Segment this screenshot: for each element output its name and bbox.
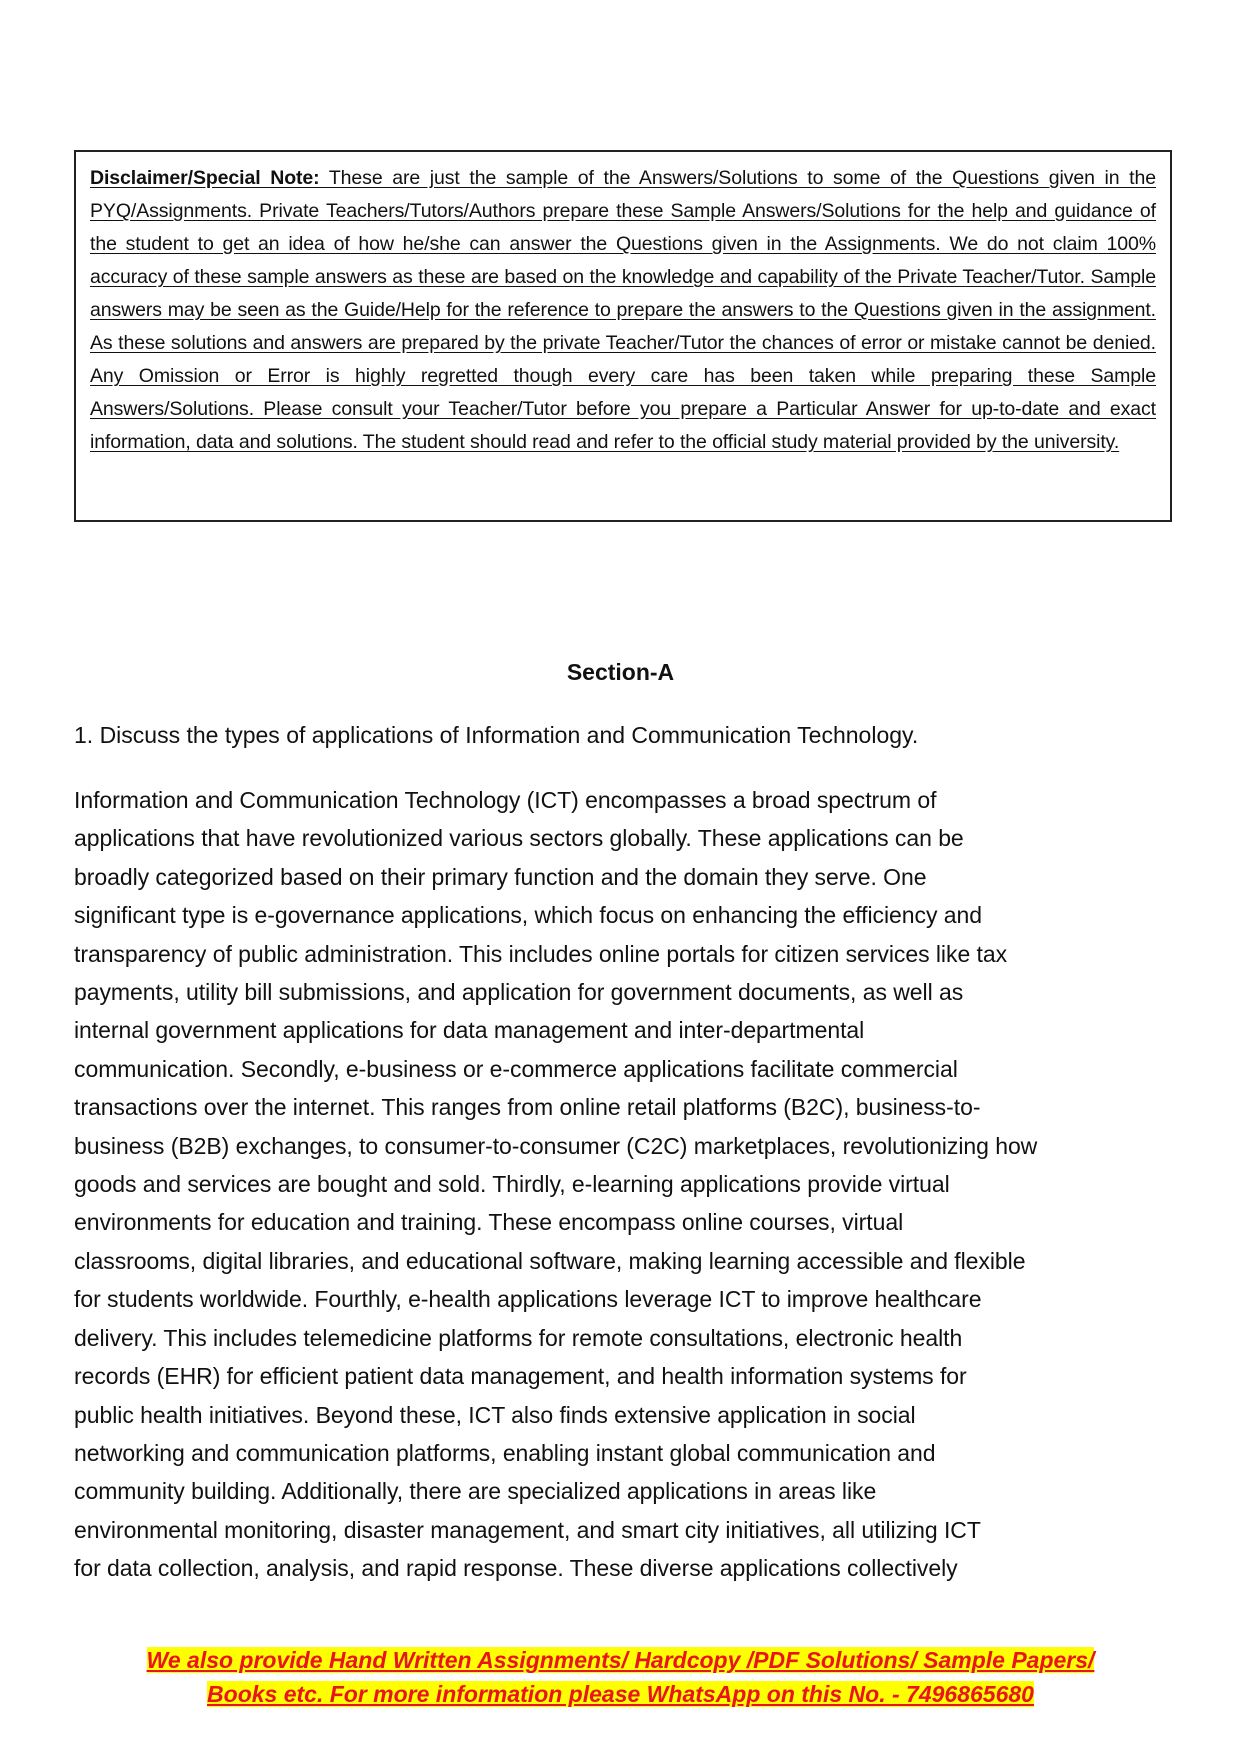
answer-line: payments, utility bill submissions, and application for government documents, as well as	[74, 979, 964, 1006]
answer-line: records (EHR) for efficient patient data management, and health information systems for	[74, 1363, 967, 1390]
answer-line: transparency of public administration. This includes online portals for citizen services like tax	[74, 940, 1008, 967]
answer-line: for data collection, analysis, and rapid response. These diverse applications collectively	[74, 1555, 958, 1582]
promo-banner	[0, 1643, 1241, 1711]
answer-line: goods and services are bought and sold. Thirdly, e-learning applications provide virtual	[74, 1171, 950, 1198]
answer-line: significant type is e-governance applications, which focus on enhancing the efficiency and	[74, 902, 982, 929]
answer-line: internal government applications for data management and inter-departmental	[74, 1017, 865, 1044]
answer-line: for students worldwide. Fourthly, e-health applications leverage ICT to improve healthcare	[74, 1286, 982, 1313]
disclaimer-box	[74, 150, 1172, 522]
answer-line: communication. Secondly, e-business or e-commerce applications facilitate commercial	[74, 1055, 958, 1082]
promo-line-1: We also provide Hand Written Assignments/ Hardcopy /PDF Solutions/ Sample Papers/	[146, 1647, 1095, 1673]
answer-line: broadly categorized based on their primary function and the domain they serve. One	[74, 863, 927, 890]
answer-line: community building. Additionally, there are specialized applications in areas like	[74, 1478, 877, 1505]
answer-line: environmental monitoring, disaster management, and smart city initiatives, all utilizing ICT	[74, 1516, 981, 1543]
answer-line: applications that have revolutionized various sectors globally. These applications can be	[74, 825, 964, 852]
answer-line: transactions over the internet. This ranges from online retail platforms (B2C), business-to-	[74, 1094, 981, 1121]
answer-line: Information and Communication Technology (ICT) encompasses a broad spectrum of	[74, 787, 937, 813]
answer-line: public health initiatives. Beyond these, ICT also finds extensive application in social	[74, 1401, 916, 1428]
answer-text	[74, 781, 1172, 1588]
answer-line: delivery. This includes telemedicine platforms for remote consultations, electronic health	[74, 1324, 963, 1351]
section-title: Section-A	[566, 659, 675, 685]
answer-line: business (B2B) exchanges, to consumer-to-consumer (C2C) marketplaces, revolutionizing how	[74, 1132, 1038, 1159]
answer-line: classrooms, digital libraries, and educational software, making learning accessible and flexible	[74, 1247, 1026, 1274]
question-text: 1. Discuss the types of applications of Information and Communication Technology.	[74, 722, 919, 748]
answer-line: networking and communication platforms, enabling instant global communication and	[74, 1439, 936, 1466]
disclaimer-lead: Disclaimer/Special Note:	[90, 167, 320, 189]
answer-line: environments for education and training. These encompass online courses, virtual	[74, 1209, 904, 1236]
disclaimer-body: These are just the sample of the Answers/Solutions to some of the Questions given in the PYQ/Assignments. Private Teachers/Tutors/Authors prepare these Sample Answers/Solutions for the help and guidance of the student to get an idea of how he/she can answer the Questions given in the Assignments. We do not claim 100% accuracy of these sample answers as these are based on the knowledge and capability of the Private Teacher/Tutor. Sample answers may be seen as the Guide/Help for the reference to prepare the answers to the Questions given in the assignment. As these solutions and answers are prepared by the private Teacher/Tutor the chances of error or mistake cannot be denied. Any Omission or Error is highly regretted though every care has been taken while preparing these Sample Answers/Solutions. Please consult your Teacher/Tutor before you prepare a Particular Answer for up-to-date and exact information, data and solutions. The student should read and refer to the official study material provided by the university.	[90, 167, 1156, 453]
promo-line-2: Books etc. For more information please WhatsApp on this No. - 7496865680	[207, 1681, 1034, 1707]
